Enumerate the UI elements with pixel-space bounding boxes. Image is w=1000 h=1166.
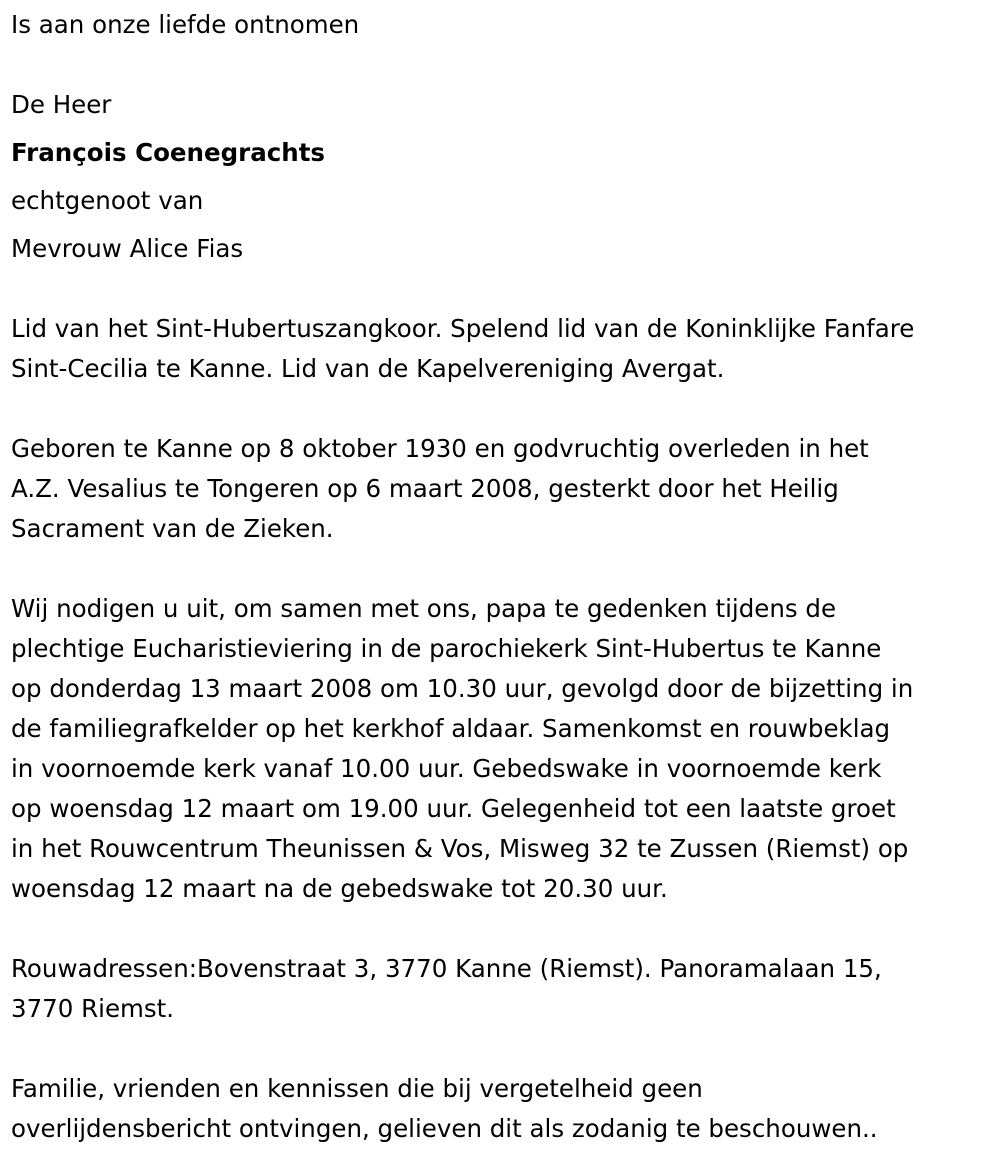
deceased-block bbox=[11, 85, 325, 269]
paragraph-line: in voornoemde kerk vanaf 10.00 uur. Gebedswake in voornoemde kerk bbox=[11, 754, 882, 783]
paragraph-line: Sacrament van de Zieken. bbox=[11, 514, 334, 543]
birth-paragraph bbox=[11, 429, 996, 549]
paragraph-line: 3770 Riemst. bbox=[11, 994, 175, 1023]
deceased-name bbox=[11, 133, 325, 173]
notice-paragraph bbox=[11, 1069, 996, 1149]
paragraph-line: A.Z. Vesalius te Tongeren op 6 maart 2008, gesterkt door het Heilig bbox=[11, 474, 839, 503]
paragraph-line: de familiegrafkelder op het kerkhof aldaar. Samenkomst en rouwbeklag bbox=[11, 714, 891, 743]
paragraph-line: overlijdensbericht ontvingen, gelieven dit als zodanig te beschouwen.. bbox=[11, 1114, 878, 1143]
service-paragraph bbox=[11, 589, 996, 909]
honorific: De Heer bbox=[11, 90, 112, 119]
paragraph-line: woensdag 12 maart na de gebedswake tot 20.30 uur. bbox=[11, 874, 668, 903]
relation-text: echtgenoot van bbox=[11, 186, 204, 215]
deceased-name-text: François Coenegrachts bbox=[11, 138, 325, 167]
paragraph-line: plechtige Eucharistieviering in de parochiekerk Sint-Hubertus te Kanne bbox=[11, 634, 882, 663]
paragraph-line: Geboren te Kanne op 8 oktober 1930 en godvruchtig overleden in het bbox=[11, 434, 869, 463]
paragraph-line: in het Rouwcentrum Theunissen & Vos, Misweg 32 te Zussen (Riemst) op bbox=[11, 834, 909, 863]
address-paragraph bbox=[11, 949, 996, 1029]
paragraph-line: Familie, vrienden en kennissen die bij vergetelheid geen bbox=[11, 1074, 703, 1103]
spouse-name: Mevrouw Alice Fias bbox=[11, 234, 244, 263]
paragraph-line: op donderdag 13 maart 2008 om 10.30 uur, gevolgd door de bijzetting in bbox=[11, 674, 914, 703]
paragraph-line: Lid van het Sint-Hubertuszangkoor. Spelend lid van de Koninklijke Fanfare bbox=[11, 314, 915, 343]
paragraph-line: Sint-Cecilia te Kanne. Lid van de Kapelvereniging Avergat. bbox=[11, 354, 725, 383]
paragraph-line: Rouwadressen:Bovenstraat 3, 3770 Kanne (Riemst). Panoramalaan 15, bbox=[11, 954, 882, 983]
membership-paragraph bbox=[11, 309, 996, 389]
paragraph-line: op woensdag 12 maart om 19.00 uur. Gelegenheid tot een laatste groet bbox=[11, 794, 896, 823]
paragraph-line: Wij nodigen u uit, om samen met ons, papa te gedenken tijdens de bbox=[11, 594, 837, 623]
intro-text: Is aan onze liefde ontnomen bbox=[11, 10, 360, 39]
